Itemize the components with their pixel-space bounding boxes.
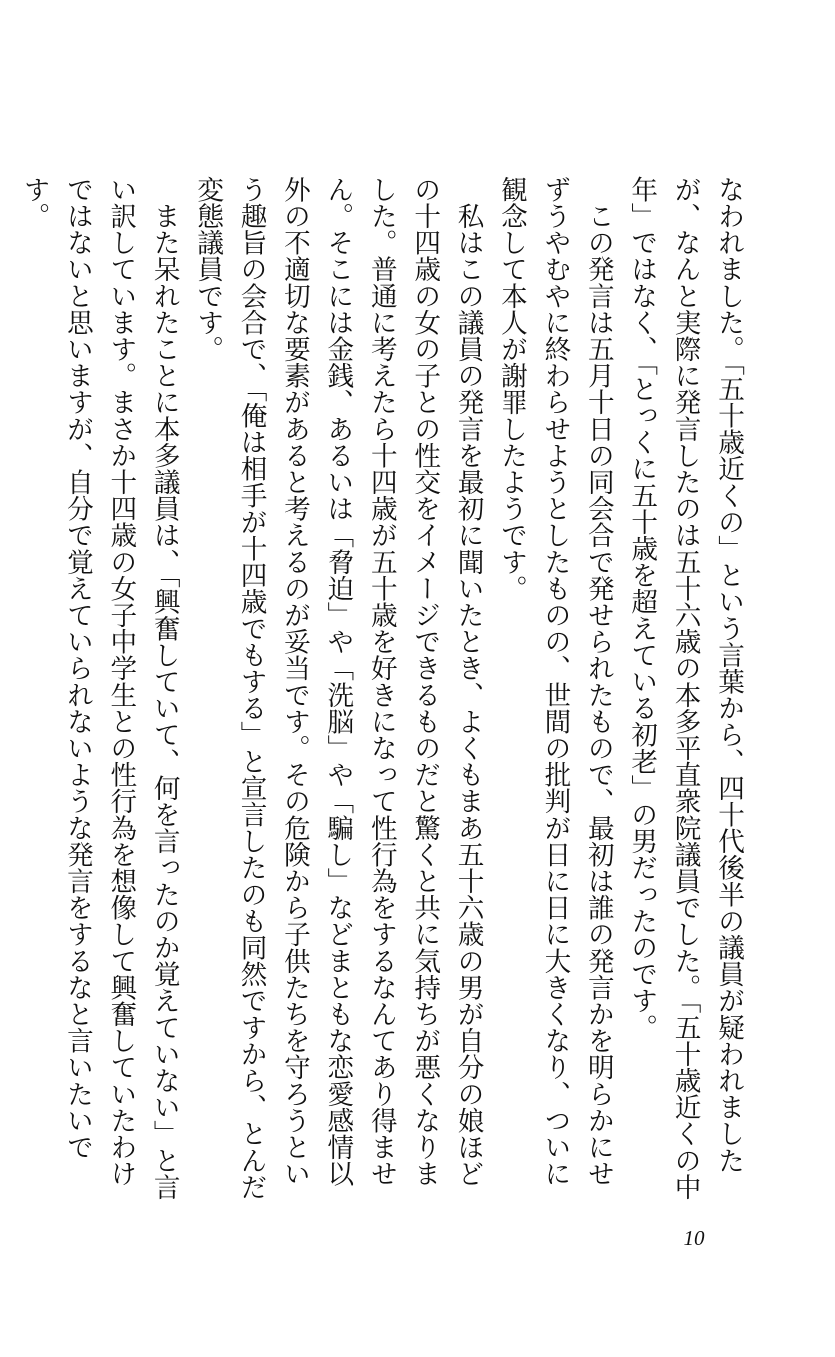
page-number: 10 [683,1226,705,1250]
paragraph-1: なわれました。「五十歳近くの」という言葉から、四十代後半の議員が疑われましたが、なんと実際に発言したのは五十六歳の本多平直衆院議員でした。「五十歳近くの中年」ではなく、「とっくに五十歳を超えている初老」の男だったのです。 [626,176,744,1201]
paragraph-2: この発言は五月十日の同会合で発せられたもので、最初は誰の発言かを明らかにせずうやむやに終わらせようとしたものの、世間の批判が日に日に大きくなり、ついに観念して本人が謝罪したようです。 [495,176,614,1187]
paragraph-4: また呆れたことに本多議員は、「興奮していて、何を言ったのか覚えていない」と言い訳しています。まさか十四歳の女子中学生との性行為を想像して興奮していたわけではないと思いますが、自分で覚えていられないような発言をするなと言いたいです。 [18,176,180,1201]
paragraph-3: 私はこの議員の発言を最初に聞いたとき、よくもまあ五十六歳の男が自分の娘ほどの十四歳の女の子との性交をイメージできるものだと驚くと共に気持ちが悪くなりました。普通に考えたら十四歳が五十歳を好きになって性行為をするなんてあり得ません。そこには金銭、あるいは「脅迫」や「洗脳」や「騙し」などまともな恋愛感情以外の不適切な要素があると考えるのが妥当です。その危険から子供たちを守ろうという趣旨の会合で、「俺は相手が十四歳でもする」と宣言したのも同然ですから、とんだ変態議員です。 [192,176,484,1201]
vertical-text-body [12,176,750,1206]
